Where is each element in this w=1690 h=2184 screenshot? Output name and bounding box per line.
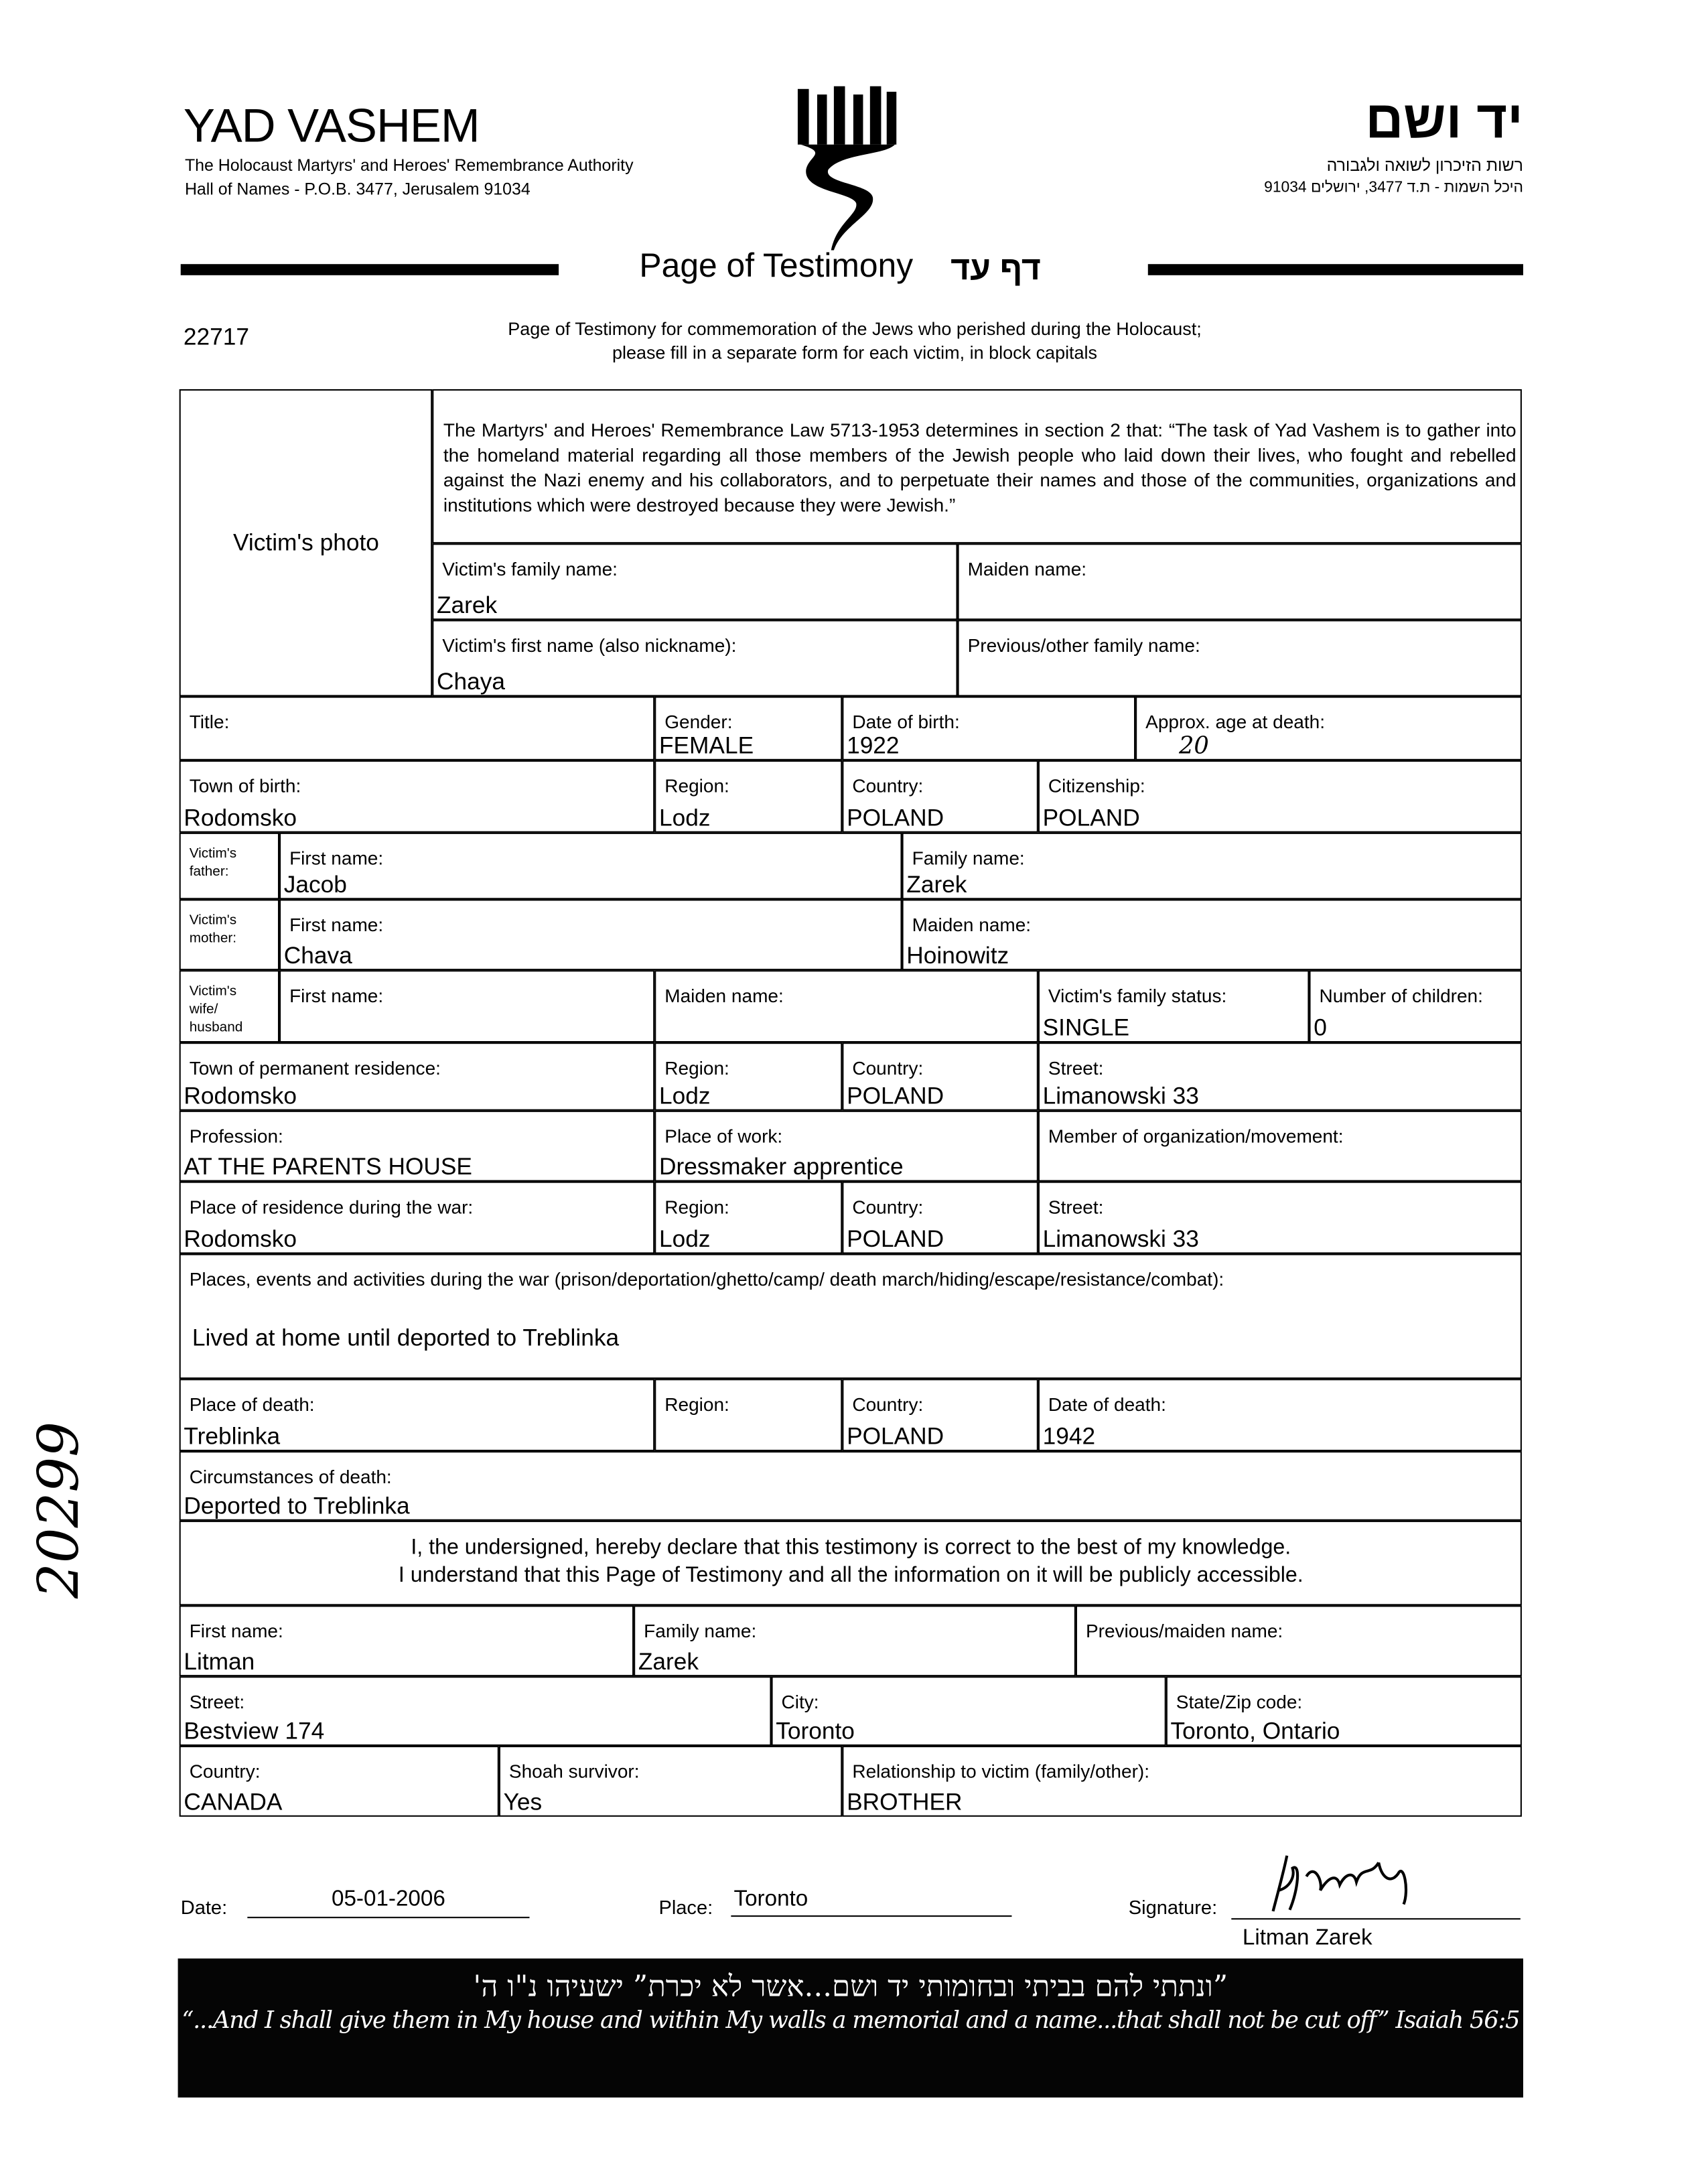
date-of-death-field[interactable] (1038, 1379, 1522, 1452)
date-field[interactable]: 05-01-2006 (247, 1888, 529, 1919)
field-label: Circumstances of death: (189, 1466, 392, 1488)
victim-photo-cell[interactable] (180, 389, 433, 697)
place-of-death-field[interactable] (180, 1379, 655, 1452)
field-label: First name: (289, 914, 384, 936)
shoah-survivor-field[interactable] (499, 1746, 842, 1817)
submitter-country-field[interactable] (180, 1746, 499, 1817)
organization-field[interactable] (1038, 1111, 1522, 1182)
birth-country-field[interactable] (843, 760, 1039, 833)
field-value: Treblinka (184, 1424, 281, 1450)
field-value: FEMALE (658, 732, 754, 760)
victim-first-name-field[interactable] (433, 620, 958, 697)
victim-photo-label: Victim's photo (233, 530, 379, 557)
field-value: Yes (503, 1789, 543, 1816)
instructions-line-1: Page of Testimony for commemoration of the Jews who perished during the Holocaust; (508, 318, 1202, 340)
field-value: Lodz (658, 1083, 711, 1110)
relationship-field[interactable] (843, 1746, 1523, 1817)
law-text: The Martyrs' and Heroes' Remembrance Law 5713-1953 determines in section 2 that: “The task of Yad Vashem is to gather into the homeland material regarding all those members of the Jewish people who laid down their lives, who fought and rebelled against the Nazi enemy and his collaborators, and to perpetuate their names and those of the communities, organizations and institutions which were destroyed because they were Jewish.” (443, 419, 1517, 516)
quote-banner (178, 1958, 1523, 2097)
field-value: AT THE PARENTS HOUSE (184, 1154, 472, 1181)
field-label: Region: (664, 1197, 729, 1219)
war-country-field[interactable] (843, 1182, 1039, 1254)
handwritten-number: 20299 (27, 1422, 92, 1599)
instructions-line-2: please fill in a separate form for each victim, in block capitals (612, 342, 1098, 363)
field-value: BROTHER (847, 1789, 963, 1816)
form-number: 22717 (183, 324, 249, 350)
circumstances-of-death-field[interactable] (180, 1452, 1522, 1521)
field-label: Place of death: (189, 1394, 315, 1416)
field-label: Victim's first name (also nickname): (442, 635, 737, 657)
war-residence-field[interactable] (180, 1182, 655, 1254)
declaration-line-2: I understand that this Page of Testimony and all the information on it will be publicly accessible. (398, 1564, 1304, 1588)
field-value: POLAND (847, 805, 944, 832)
field-value: Lodz (658, 805, 711, 832)
field-label: Street: (1048, 1197, 1104, 1219)
field-label: Number of children: (1319, 985, 1483, 1007)
field-label: Shoah survivor: (508, 1761, 640, 1783)
submitter-family-name-field[interactable] (634, 1606, 1076, 1677)
org-name: YAD VASHEM (183, 100, 480, 153)
field-label: Maiden name: (664, 985, 784, 1007)
field-label: Country: (852, 1394, 924, 1416)
field-label: Town of birth: (189, 776, 301, 797)
header-rule-right (1148, 264, 1523, 275)
field-label: Date of death: (1048, 1394, 1166, 1416)
field-value: Lived at home until deported to Treblinka (192, 1324, 620, 1352)
org-subtitle: The Holocaust Martyrs' and Heroes' Remembrance Authority (184, 155, 634, 176)
field-value: Limanowski 33 (1042, 1226, 1199, 1253)
signature-label: Signature: (1128, 1896, 1218, 1919)
field-label: Member of organization/movement: (1048, 1126, 1344, 1148)
field-label: Street: (1048, 1058, 1104, 1079)
yad-vashem-logo-icon (786, 86, 912, 253)
org-subtitle-hebrew: רשות הזיכרון לשואה ולגבורה (1326, 155, 1523, 176)
field-label: Street: (189, 1692, 245, 1713)
field-value: 1922 (847, 732, 900, 760)
field-label: Country: (852, 1197, 924, 1219)
field-value: Lodz (658, 1226, 711, 1253)
date-of-birth-field[interactable] (843, 697, 1136, 760)
field-label: Title: (189, 711, 230, 733)
signer-name: Litman Zarek (1242, 1926, 1372, 1950)
field-value: Hoinowitz (906, 943, 1009, 969)
field-label: Places, events and activities during the war (prison/deportation/ghetto/camp/ death march/hiding/escape/resistance/combat): (189, 1269, 1224, 1290)
org-address-hebrew: היכל השמות - ת.ד 3477, ירושלים 91034 (1264, 179, 1523, 196)
field-value: 20 (1178, 732, 1209, 761)
permanent-residence-country-field[interactable] (843, 1043, 1039, 1111)
field-label: Town of permanent residence: (189, 1058, 441, 1079)
field-label: State/Zip code: (1176, 1692, 1303, 1713)
field-value: Deported to Treblinka (184, 1493, 410, 1520)
field-value: Limanowski 33 (1042, 1083, 1199, 1110)
place-field[interactable]: Toronto (731, 1888, 1011, 1917)
field-value: Chaya (437, 669, 505, 695)
field-label: Place of residence during the war: (189, 1197, 474, 1219)
father-label-cell (180, 833, 279, 900)
place-of-work-field[interactable] (655, 1111, 1039, 1182)
field-value: 1942 (1042, 1424, 1096, 1450)
relation-label: Victim's wife/ husband (189, 984, 243, 1036)
field-value: Jacob (283, 872, 347, 898)
permanent-residence-street-field[interactable] (1038, 1043, 1522, 1111)
permanent-residence-region-field[interactable] (655, 1043, 843, 1111)
field-label: Country: (852, 1058, 924, 1079)
death-country-field[interactable] (843, 1379, 1039, 1452)
field-label: Region: (664, 1058, 729, 1079)
father-first-name-field[interactable] (280, 833, 903, 900)
family-status-field[interactable] (1038, 971, 1310, 1043)
signature-icon (1259, 1848, 1440, 1918)
permanent-residence-town-field[interactable] (180, 1043, 655, 1111)
field-label: Place of work: (664, 1126, 783, 1148)
field-label: Region: (664, 1394, 729, 1416)
victim-maiden-name-field[interactable] (958, 544, 1522, 620)
field-value: Zarek (437, 592, 498, 619)
signature-field[interactable] (1231, 1848, 1521, 1919)
birth-region-field[interactable] (655, 760, 843, 833)
place-label: Place: (658, 1896, 713, 1919)
field-label: Previous/maiden name: (1085, 1621, 1283, 1642)
field-value: Toronto, Ontario (1170, 1718, 1340, 1745)
submitter-maiden-name-field[interactable] (1076, 1606, 1522, 1677)
field-value: Toronto (776, 1718, 855, 1745)
submitter-first-name-field[interactable] (180, 1606, 634, 1677)
submitter-city-field[interactable] (772, 1677, 1166, 1747)
field-label: Approx. age at death: (1145, 711, 1325, 733)
field-label: Family name: (644, 1621, 757, 1642)
field-label: Victim's family status: (1048, 985, 1227, 1007)
mother-maiden-name-field[interactable] (902, 900, 1522, 971)
field-label: First name: (189, 1621, 283, 1642)
field-label: First name: (289, 985, 384, 1007)
mother-first-name-field[interactable] (280, 900, 903, 971)
field-value: POLAND (847, 1083, 944, 1110)
field-value: POLAND (847, 1226, 944, 1253)
age-at-death-field[interactable] (1136, 697, 1523, 760)
field-value: Zarek (638, 1649, 699, 1676)
gender-field[interactable] (655, 697, 843, 760)
war-events-field[interactable] (180, 1254, 1522, 1379)
org-name-hebrew: יד ושם (1365, 91, 1523, 151)
org-address: Hall of Names - P.O.B. 3477, Jerusalem 91034 (184, 179, 531, 199)
number-of-children-field[interactable] (1310, 971, 1522, 1043)
field-value: Rodomsko (184, 1083, 297, 1110)
war-region-field[interactable] (655, 1182, 843, 1254)
field-label: Victim's family name: (442, 559, 618, 580)
field-label: Previous/other family name: (967, 635, 1200, 657)
field-label: Gender: (664, 711, 733, 733)
page-title-hebrew: דף עד (950, 250, 1041, 288)
death-region-field[interactable] (655, 1379, 843, 1452)
title-field[interactable] (180, 697, 655, 760)
field-value: SINGLE (1042, 1015, 1130, 1042)
field-value: POLAND (847, 1424, 944, 1450)
field-value: Litman (184, 1649, 255, 1676)
field-value: Chava (283, 943, 352, 969)
victim-other-family-name-field[interactable] (958, 620, 1522, 697)
field-label: Date of birth: (852, 711, 960, 733)
town-of-birth-field[interactable] (180, 760, 655, 833)
field-value: POLAND (1042, 805, 1140, 832)
spouse-first-name-field[interactable] (280, 971, 655, 1043)
submitter-street-field[interactable] (180, 1677, 772, 1747)
field-label: Relationship to victim (family/other): (852, 1761, 1150, 1783)
field-label: Country: (852, 776, 924, 797)
header-rule-left (181, 264, 559, 275)
date-label: Date: (180, 1896, 228, 1919)
field-value: Rodomsko (184, 1226, 297, 1253)
field-value: Dressmaker apprentice (658, 1154, 904, 1181)
relation-label: Victim's mother: (189, 913, 237, 947)
declaration-line-1: I, the undersigned, hereby declare that this testimony is correct to the best of my knowledge. (411, 1536, 1291, 1560)
spouse-label-cell (180, 971, 279, 1043)
relation-label: Victim's father: (189, 847, 237, 880)
field-label: Country: (189, 1761, 261, 1783)
field-label: City: (781, 1692, 819, 1713)
field-label: Family name: (912, 848, 1025, 870)
profession-field[interactable] (180, 1111, 655, 1182)
field-value: Zarek (906, 872, 967, 898)
quote-english: “...And I shall give them in My house and within My walls a memorial and a name...that shall not be cut off” Isaiah 56:5 (182, 2007, 1520, 2035)
submitter-state-zip-field[interactable] (1166, 1677, 1522, 1747)
father-family-name-field[interactable] (902, 833, 1522, 900)
field-label: Maiden name: (912, 914, 1032, 936)
field-value: Rodomsko (184, 805, 297, 832)
field-label: Citizenship: (1048, 776, 1145, 797)
war-street-field[interactable] (1038, 1182, 1522, 1254)
citizenship-field[interactable] (1038, 760, 1522, 833)
field-label: First name: (289, 848, 384, 870)
field-value: Bestview 174 (184, 1718, 325, 1745)
spouse-maiden-name-field[interactable] (655, 971, 1039, 1043)
declaration-cell (180, 1521, 1522, 1606)
page-title: Page of Testimony (639, 247, 914, 285)
field-label: Region: (664, 776, 729, 797)
field-label: Maiden name: (967, 559, 1087, 580)
field-value: CANADA (184, 1789, 283, 1816)
field-label: Profession: (189, 1126, 283, 1148)
victim-family-name-field[interactable] (433, 544, 958, 620)
mother-label-cell (180, 900, 279, 971)
quote-hebrew: ”ונתתי להם בביתי ובחומותי יד ושם...אשר לא יכרת” ישעיהו נ"ו ה' (473, 1969, 1228, 2003)
field-value: 0 (1314, 1015, 1327, 1042)
